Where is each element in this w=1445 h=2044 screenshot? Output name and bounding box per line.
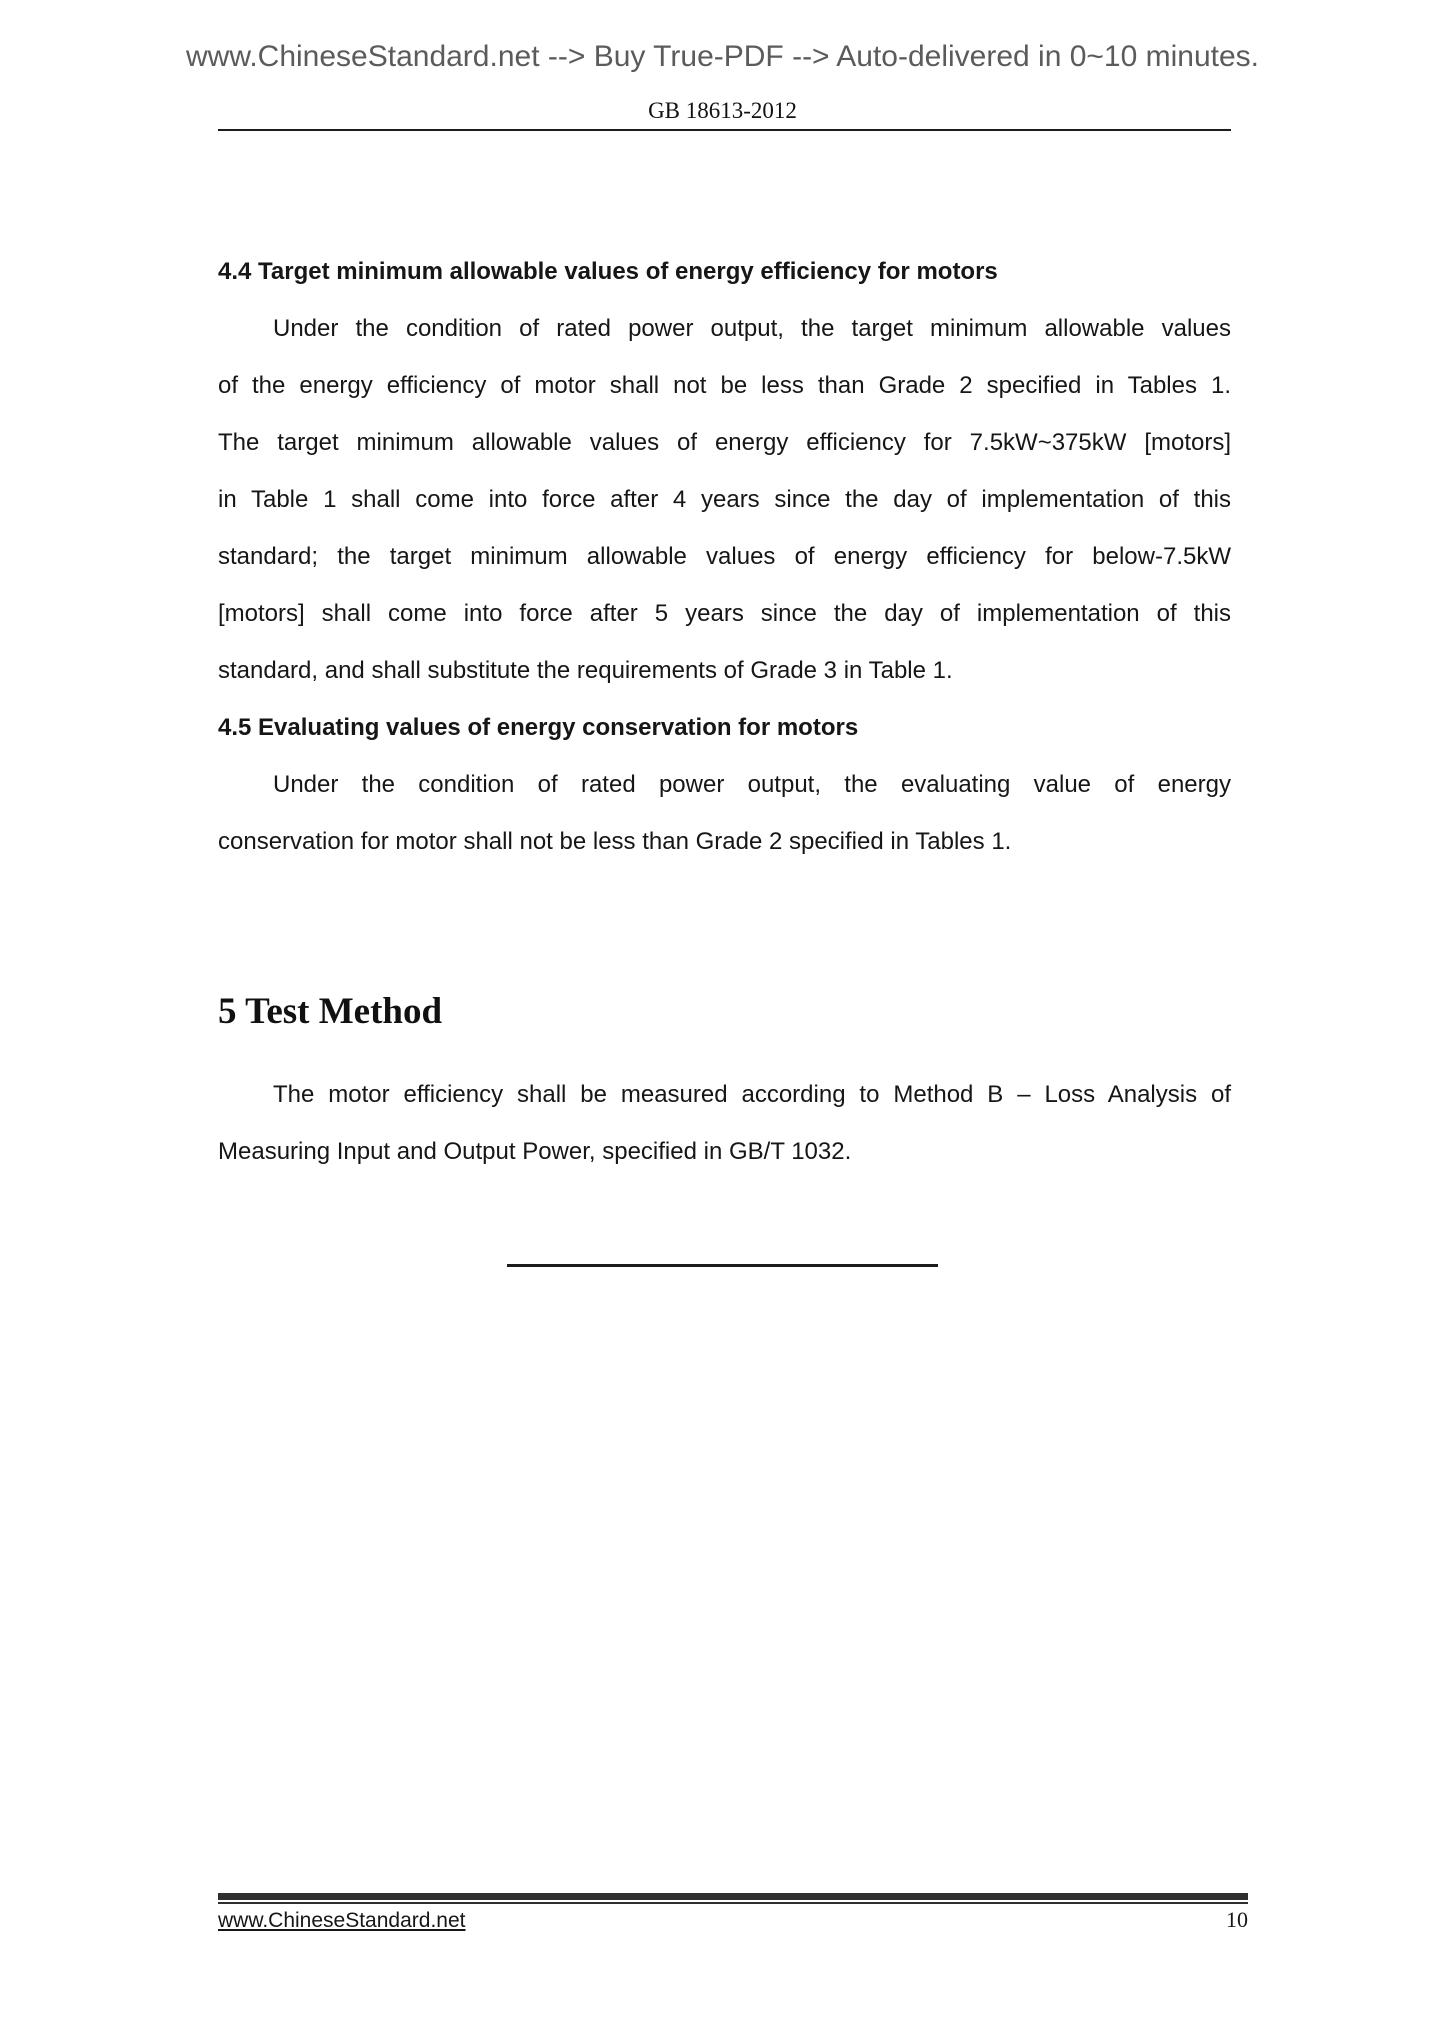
footer-rule	[218, 1893, 1248, 1904]
header-promo-text: www.ChineseStandard.net --> Buy True-PDF --> Auto-delivered in 0~10 minutes.	[185, 40, 1260, 73]
paragraph-line: Measuring Input and Output Power, specified in GB/T 1032.	[218, 1138, 852, 1165]
paragraph-line: Under the condition of rated power output, the evaluating value of energy	[273, 771, 1231, 798]
paragraph-line: of the energy efficiency of motor shall not be less than Grade 2 specified in Tables 1.	[218, 372, 1231, 399]
footer-page-number: 10	[1226, 1907, 1248, 1932]
section-4-4-heading: 4.4 Target minimum allowable values of energy efficiency for motors	[218, 258, 998, 285]
paragraph-line: [motors] shall come into force after 5 years since the day of implementation of this	[218, 600, 1231, 627]
footer	[218, 1906, 1248, 1935]
section-5-paragraph	[218, 1066, 1231, 1180]
section-5-heading: 5 Test Method	[218, 991, 443, 1032]
document-body	[218, 243, 1231, 1180]
footer-rule-thick-line	[218, 1893, 1248, 1900]
paragraph-line: conservation for motor shall not be less than Grade 2 specified in Tables 1.	[218, 828, 1012, 855]
standard-code: GB 18613-2012	[648, 98, 797, 123]
paragraph-line: The motor efficiency shall be measured according to Method B – Loss Analysis of	[273, 1081, 1231, 1108]
paragraph-line: in Table 1 shall come into force after 4 years since the day of implementation of this	[218, 486, 1231, 513]
paragraph-line: The target minimum allowable values of energy efficiency for 7.5kW~375kW [motors]	[218, 429, 1231, 456]
section-4-5-paragraph	[218, 756, 1231, 870]
paragraph-line: standard; the target minimum allowable values of energy efficiency for below-7.5kW	[218, 543, 1231, 570]
footer-rule-thin-line	[218, 1902, 1248, 1904]
section-4-5-heading: 4.5 Evaluating values of energy conservation for motors	[218, 714, 859, 741]
section-4-4-paragraph	[218, 300, 1231, 699]
paragraph-line: Under the condition of rated power output, the target minimum allowable values	[273, 315, 1231, 342]
paragraph-line: standard, and shall substitute the requirements of Grade 3 in Table 1.	[218, 657, 953, 684]
header-rule	[218, 129, 1231, 131]
footer-site-link[interactable]: www.ChineseStandard.net	[218, 1909, 466, 1932]
end-of-text-divider	[507, 1264, 938, 1267]
